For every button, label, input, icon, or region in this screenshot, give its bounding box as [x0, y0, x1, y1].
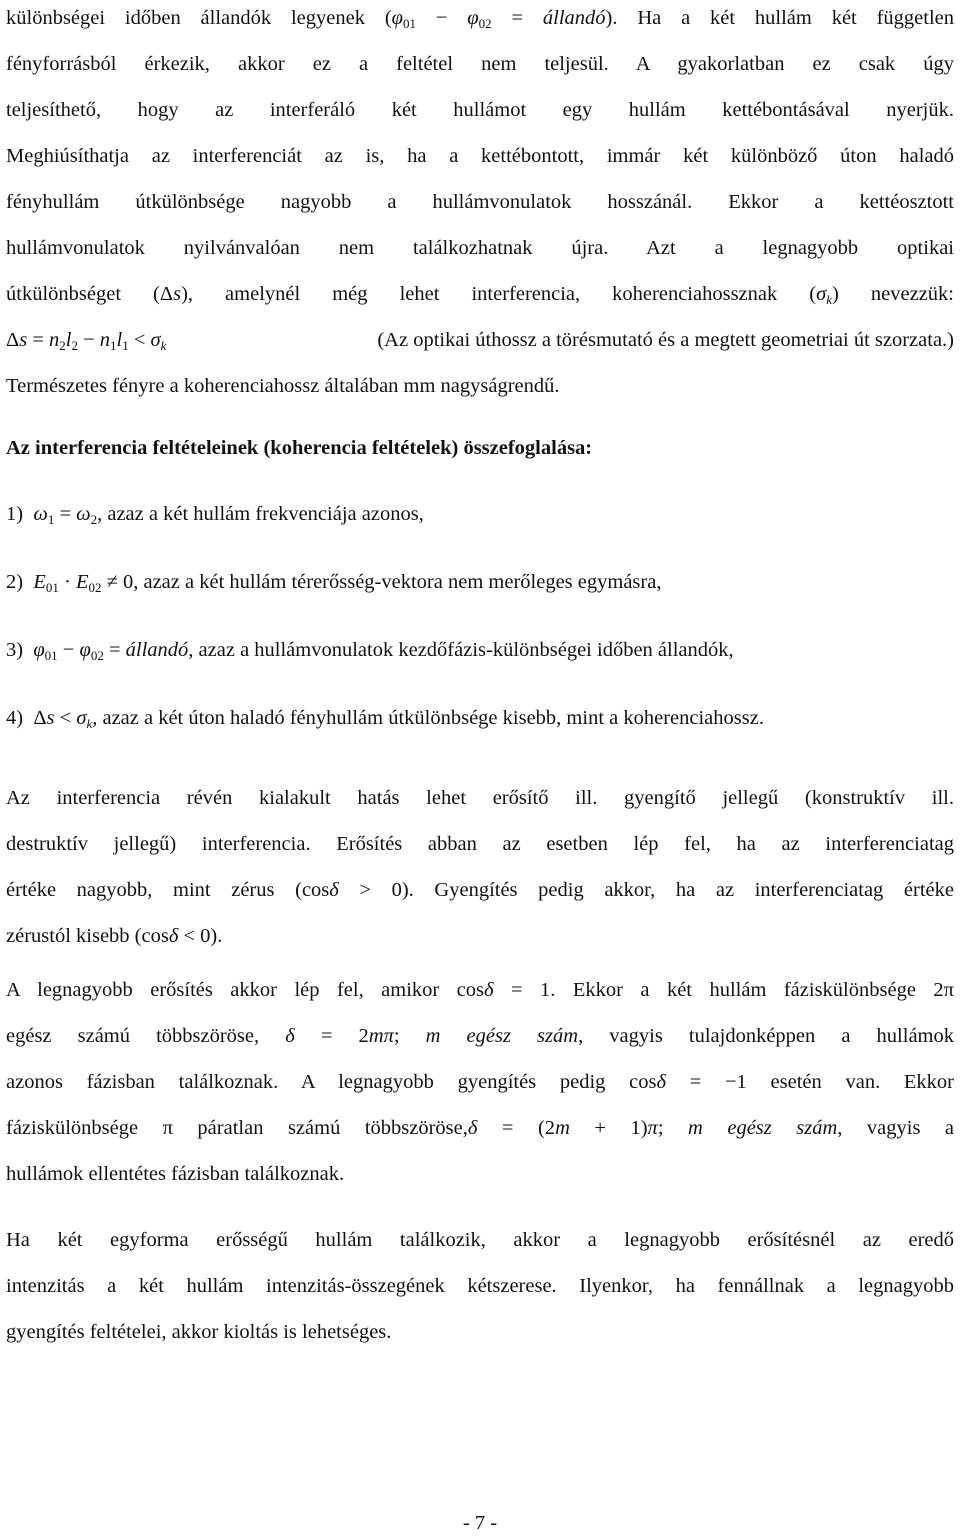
page-number: - 7 -	[462, 1512, 498, 1534]
list-item: 1) $\omega_1 = \omega_2$, azaz a két hullám frekvenciája azonos,	[6, 503, 424, 527]
formula-note: (Az optikai úthossz a törésmutató és a megtett geometriai út szorzata.)	[377, 329, 954, 351]
text-line: hullámok ellentétes fázisban találkoznak.	[6, 1163, 345, 1185]
list-item: 3) $\varphi_{01} - \varphi_{02}$ = állandó, azaz a hullámvonulatok kezdőfázis-különbségei időben állandók,	[6, 639, 734, 663]
text-line: gyengítés feltételei, akkor kioltás is lehetséges.	[6, 1321, 392, 1343]
paragraph-coherence	[6, 0, 954, 409]
text-line: különbségei időben állandók legyenek ($\varphi_{01} - \varphi_{02}$ = állandó). Ha a két hullám két független	[6, 7, 954, 31]
conditions-heading-block	[6, 425, 954, 471]
text-line: fényforrásból érkezik, akkor ez a feltétel nem teljesül. A gyakorlatban ez csak úgy	[6, 53, 954, 75]
text-line: A legnagyobb erősítés akkor lép fel, amikor cosδ = 1. Ekkor a két hullám fáziskülönbsége 2π	[6, 979, 954, 1001]
formula-line	[6, 317, 954, 363]
text-line: egész számú többszöröse, δ = 2mπ; m egész szám, vagyis tulajdonképpen a hullámok	[6, 1025, 954, 1047]
text-line: intenzitás a két hullám intenzitás-összegének kétszerese. Ilyenkor, ha fennállnak a legnagyobb	[6, 1275, 954, 1297]
list-item: $2) \to E_{01}$ · → $E_{02} \ne 0$, azaz a két hullám térerősség-vektora nem merőleges egymásra,	[6, 559, 954, 605]
text-line: Ha két egyforma erősségű hullám találkozik, akkor a legnagyobb erősítésnél az eredő	[6, 1229, 954, 1251]
coherence-formula: $\Delta s = n_2l_2 - n_1l_1 < \sigma_k$	[6, 329, 167, 353]
paragraph-phase	[6, 967, 954, 1197]
text-line: Meghiúsíthatja az interferenciát az is, ha a kettébontott, immár két különböző úton haladó	[6, 145, 954, 167]
text-line: azonos fázisban találkoznak. A legnagyobb gyengítés pedig cosδ = −1 esetén van. Ekkor	[6, 1071, 954, 1093]
text-line: Természetes fényre a koherenciahossz általában mm nagyságrendű.	[6, 375, 560, 397]
text-line: útkülönbséget (Δs), amelynél még lehet interferencia, koherenciahossznak $(\sigma_k)$ nevezzük:	[6, 283, 954, 307]
paragraph-constructive	[6, 775, 954, 959]
section-heading: Az interferencia feltételeinek (koherencia feltételek) összefoglalása:	[6, 437, 593, 459]
text-line: teljesíthető, hogy az interferáló két hullámot egy hullám kettébontásával nyerjük.	[6, 99, 954, 121]
text-line: zérustól kisebb (cosδ < 0).	[6, 925, 223, 947]
text-line: Az interferencia révén kialakult hatás lehet erősítő ill. gyengítő jellegű (konstruktív ill.	[6, 787, 954, 809]
text-line: fényhullám útkülönbsége nagyobb a hullámvonulatok hosszánál. Ekkor a kettéosztott	[6, 191, 954, 213]
text-line: hullámvonulatok nyilvánvalóan nem találkozhatnak újra. Azt a legnagyobb optikai	[6, 237, 954, 259]
list-item: 4) $\Delta s < \sigma_k$, azaz a két úton haladó fényhullám útkülönbsége kisebb, mint a koherenciahossz.	[6, 707, 764, 731]
text-line: értéke nagyobb, mint zérus (cosδ > 0). Gyengítés pedig akkor, ha az interferenciatag értéke	[6, 879, 954, 901]
conditions-list	[6, 491, 954, 741]
text-line: destruktív jellegű) interferencia. Erősítés abban az esetben lép fel, ha az interferenciatag	[6, 833, 954, 855]
paragraph-intensity	[6, 1217, 954, 1355]
text-line: fáziskülönbsége π páratlan számú többszöröse,δ = (2m + 1)π; m egész szám, vagyis a	[6, 1117, 954, 1139]
